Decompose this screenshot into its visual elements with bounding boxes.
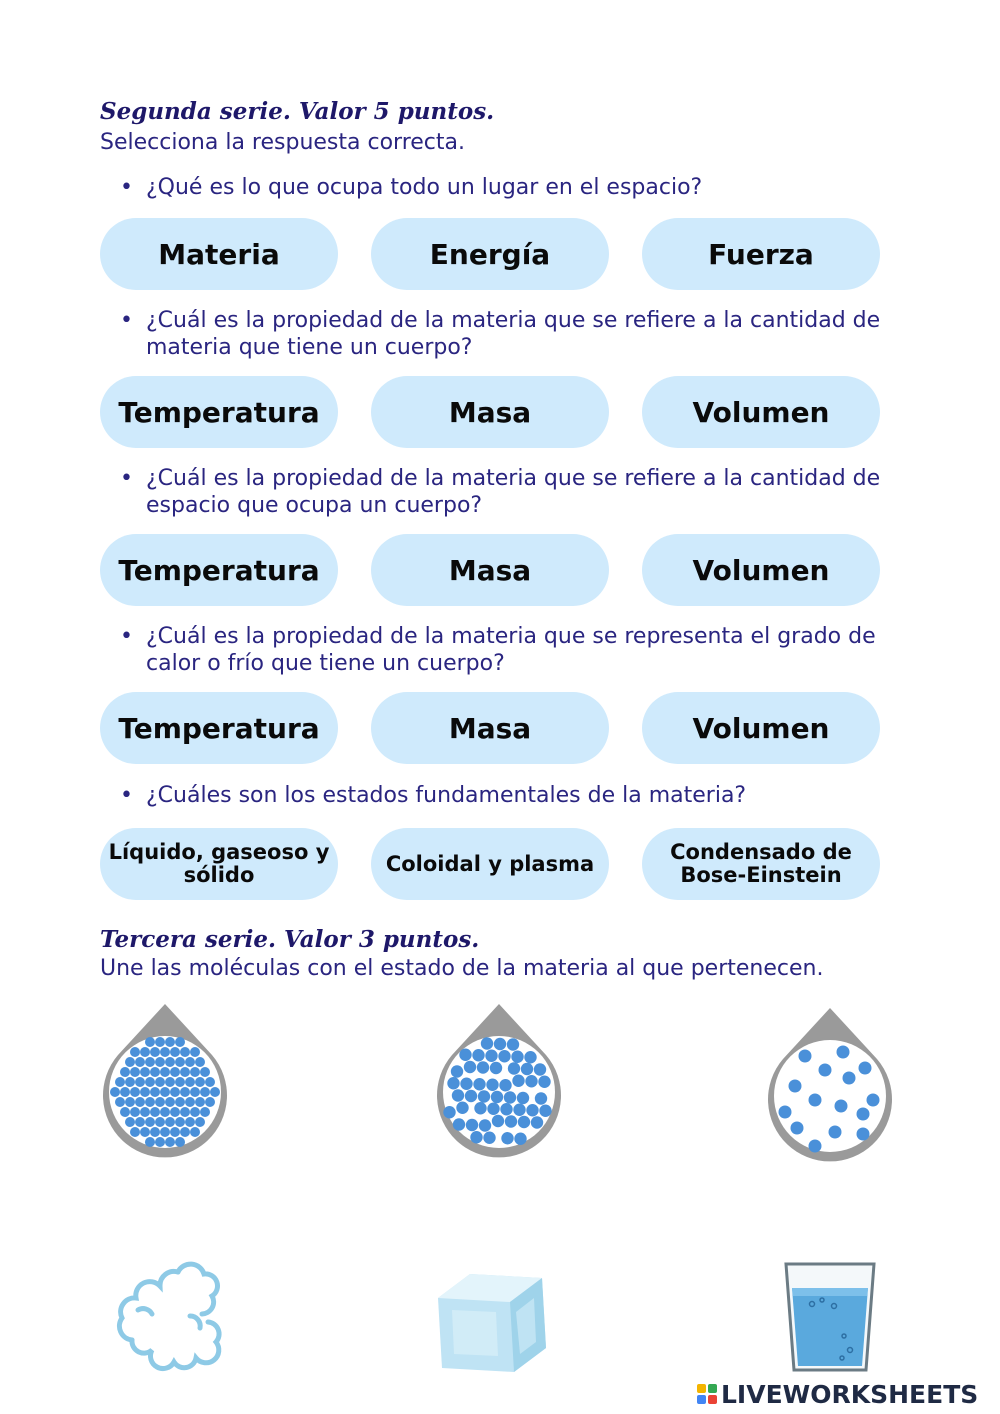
molecule	[165, 1077, 175, 1087]
molecule	[526, 1104, 538, 1116]
molecule	[115, 1097, 125, 1107]
molecule	[175, 1077, 185, 1087]
molecule	[185, 1097, 195, 1107]
molecule	[150, 1107, 160, 1117]
bullet: •	[120, 783, 133, 808]
molecule	[200, 1087, 210, 1097]
question-4-text: ¿Cuál es la propiedad de la materia que se representa el grado de calor o frío que tiene un cuerpo?	[146, 624, 876, 676]
molecule	[170, 1127, 180, 1137]
molecule	[180, 1107, 190, 1117]
molecule	[130, 1127, 140, 1137]
series3-instruction: Une las moléculas con el estado de la materia al que pertenecen.	[100, 956, 824, 981]
molecule	[494, 1038, 506, 1050]
molecule	[531, 1116, 543, 1128]
molecule	[180, 1047, 190, 1057]
ice-cube-icon[interactable]	[430, 1268, 550, 1374]
q2-option-temperatura[interactable]: Temperatura	[100, 376, 338, 448]
q3-option-temperatura[interactable]: Temperatura	[100, 534, 338, 606]
bullet: •	[120, 466, 133, 491]
molecule	[517, 1092, 529, 1104]
molecule	[150, 1067, 160, 1077]
molecule	[474, 1102, 486, 1114]
molecule	[135, 1117, 145, 1127]
molecule	[460, 1078, 472, 1090]
q1-option-fuerza[interactable]: Fuerza	[642, 218, 880, 290]
molecule	[125, 1077, 135, 1087]
molecule	[145, 1137, 155, 1147]
q3-option-masa[interactable]: Masa	[371, 534, 609, 606]
molecule	[160, 1047, 170, 1057]
question-2-text: ¿Cuál es la propiedad de la materia que se refiere a la cantidad de materia que tiene un cuerpo?	[146, 308, 881, 360]
molecule	[190, 1067, 200, 1077]
molecule	[130, 1067, 140, 1077]
molecule	[180, 1067, 190, 1077]
molecule	[160, 1127, 170, 1137]
question-3	[120, 465, 900, 519]
molecule	[155, 1137, 165, 1147]
molecule	[190, 1107, 200, 1117]
molecule	[195, 1057, 205, 1067]
molecule	[491, 1091, 503, 1103]
molecule	[190, 1127, 200, 1137]
molecule	[499, 1079, 511, 1091]
molecule	[525, 1075, 537, 1087]
molecule	[125, 1057, 135, 1067]
molecule	[505, 1115, 517, 1127]
molecule	[140, 1127, 150, 1137]
molecule	[472, 1049, 484, 1061]
molecule	[155, 1077, 165, 1087]
molecule	[150, 1087, 160, 1097]
molecule	[195, 1117, 205, 1127]
molecule	[498, 1050, 510, 1062]
molecule	[477, 1061, 489, 1073]
question-5	[120, 782, 900, 809]
molecule	[524, 1051, 536, 1063]
molecule	[200, 1067, 210, 1077]
molecule	[504, 1091, 516, 1103]
molecule	[210, 1087, 220, 1097]
molecule	[165, 1037, 175, 1047]
series3-title: Tercera serie. Valor 3 puntos.	[100, 926, 480, 953]
molecule	[160, 1107, 170, 1117]
molecule	[500, 1103, 512, 1115]
molecule	[481, 1037, 493, 1049]
q4-option-temperatura[interactable]: Temperatura	[100, 692, 338, 764]
molecule	[180, 1127, 190, 1137]
molecule	[534, 1063, 546, 1075]
molecule	[447, 1077, 459, 1089]
molecule	[165, 1097, 175, 1107]
molecule	[130, 1047, 140, 1057]
molecule	[175, 1137, 185, 1147]
molecule	[473, 1078, 485, 1090]
molecule	[205, 1077, 215, 1087]
molecule	[125, 1117, 135, 1127]
molecule	[135, 1077, 145, 1087]
gas-molecules-drop[interactable]	[765, 1004, 895, 1164]
liveworksheets-logo	[697, 1379, 978, 1409]
q5-option-liquido-gaseoso-solido[interactable]: Líquido, gaseoso y sólido	[100, 828, 338, 900]
bullet: •	[120, 624, 133, 649]
molecule	[507, 1038, 519, 1050]
molecule	[120, 1087, 130, 1097]
molecule	[501, 1132, 513, 1144]
molecule	[135, 1097, 145, 1107]
molecule	[160, 1067, 170, 1077]
molecule	[508, 1062, 520, 1074]
molecule	[485, 1050, 497, 1062]
molecule	[175, 1037, 185, 1047]
glass-of-water-icon[interactable]	[782, 1260, 878, 1374]
molecule	[195, 1077, 205, 1087]
logo-cube-icon	[697, 1384, 717, 1404]
molecule	[512, 1075, 524, 1087]
liquid-molecules-drop[interactable]	[434, 1000, 564, 1160]
q1-option-energia[interactable]: Energía	[371, 218, 609, 290]
molecule	[514, 1133, 526, 1145]
molecule	[483, 1132, 495, 1144]
molecule	[451, 1065, 463, 1077]
molecule	[145, 1097, 155, 1107]
molecule	[518, 1116, 530, 1128]
molecule	[170, 1107, 180, 1117]
molecule	[140, 1047, 150, 1057]
molecule	[200, 1107, 210, 1117]
molecule	[160, 1087, 170, 1097]
molecule	[135, 1057, 145, 1067]
molecule	[464, 1061, 476, 1073]
molecule	[521, 1063, 533, 1075]
question-4	[120, 623, 900, 677]
molecule	[492, 1115, 504, 1127]
molecule	[120, 1107, 130, 1117]
molecule	[140, 1087, 150, 1097]
molecule	[185, 1077, 195, 1087]
molecule	[452, 1089, 464, 1101]
molecule	[511, 1051, 523, 1063]
molecule	[150, 1047, 160, 1057]
q4-option-masa[interactable]: Masa	[371, 692, 609, 764]
molecule	[110, 1087, 120, 1097]
question-1	[120, 174, 900, 201]
molecule	[165, 1117, 175, 1127]
molecule	[115, 1077, 125, 1087]
molecule	[466, 1119, 478, 1131]
q2-option-volumen[interactable]: Volumen	[642, 376, 880, 448]
molecule	[145, 1077, 155, 1087]
molecule	[538, 1076, 550, 1088]
molecule	[175, 1057, 185, 1067]
question-5-text: ¿Cuáles son los estados fundamentales de la materia?	[146, 783, 747, 808]
steam-cloud-icon[interactable]	[108, 1252, 230, 1374]
molecule	[155, 1057, 165, 1067]
molecule	[185, 1057, 195, 1067]
molecule	[130, 1107, 140, 1117]
molecule	[125, 1097, 135, 1107]
q5-option-coloidal-plasma[interactable]: Coloidal y plasma	[371, 828, 609, 900]
q3-option-volumen[interactable]: Volumen	[642, 534, 880, 606]
question-2	[120, 307, 900, 361]
q4-option-volumen[interactable]: Volumen	[642, 692, 880, 764]
molecule	[145, 1037, 155, 1047]
molecule	[459, 1049, 471, 1061]
molecule	[155, 1117, 165, 1127]
molecule	[145, 1057, 155, 1067]
molecule	[453, 1118, 465, 1130]
molecule	[486, 1079, 498, 1091]
molecule	[155, 1037, 165, 1047]
molecule	[195, 1097, 205, 1107]
molecule	[490, 1062, 502, 1074]
solid-molecules-drop[interactable]	[100, 1000, 230, 1160]
molecule	[180, 1087, 190, 1097]
molecule	[150, 1127, 160, 1137]
molecule	[185, 1117, 195, 1127]
q2-option-masa[interactable]: Masa	[371, 376, 609, 448]
logo-text: LIVEWORKSHEETS	[721, 1379, 979, 1409]
molecule	[205, 1097, 215, 1107]
molecule	[190, 1047, 200, 1057]
molecule	[165, 1137, 175, 1147]
molecule	[443, 1106, 455, 1118]
q5-option-bose-einstein[interactable]: Condensado de Bose-Einstein	[642, 828, 880, 900]
molecule	[175, 1117, 185, 1127]
q1-option-materia[interactable]: Materia	[100, 218, 338, 290]
question-1-text: ¿Qué es lo que ocupa todo un lugar en el espacio?	[146, 175, 703, 200]
molecule	[513, 1104, 525, 1116]
molecule	[130, 1087, 140, 1097]
bullet: •	[120, 175, 133, 200]
molecule	[190, 1087, 200, 1097]
molecule	[170, 1067, 180, 1077]
molecule	[539, 1105, 551, 1117]
molecule	[175, 1097, 185, 1107]
molecule	[487, 1103, 499, 1115]
molecule	[170, 1087, 180, 1097]
molecule	[456, 1102, 468, 1114]
series2-instruction: Selecciona la respuesta correcta.	[100, 130, 465, 155]
molecule	[155, 1097, 165, 1107]
molecule	[470, 1131, 482, 1143]
molecule	[170, 1047, 180, 1057]
molecule	[478, 1090, 490, 1102]
molecule	[120, 1067, 130, 1077]
molecule	[140, 1067, 150, 1077]
molecule	[465, 1090, 477, 1102]
molecule	[140, 1107, 150, 1117]
series2-title: Segunda serie. Valor 5 puntos.	[100, 98, 495, 125]
bullet: •	[120, 308, 133, 333]
molecule	[479, 1119, 491, 1131]
question-3-text: ¿Cuál es la propiedad de la materia que se refiere a la cantidad de espacio que ocupa un cuerpo?	[146, 466, 881, 518]
molecule	[145, 1117, 155, 1127]
molecule	[165, 1057, 175, 1067]
molecule	[535, 1092, 547, 1104]
